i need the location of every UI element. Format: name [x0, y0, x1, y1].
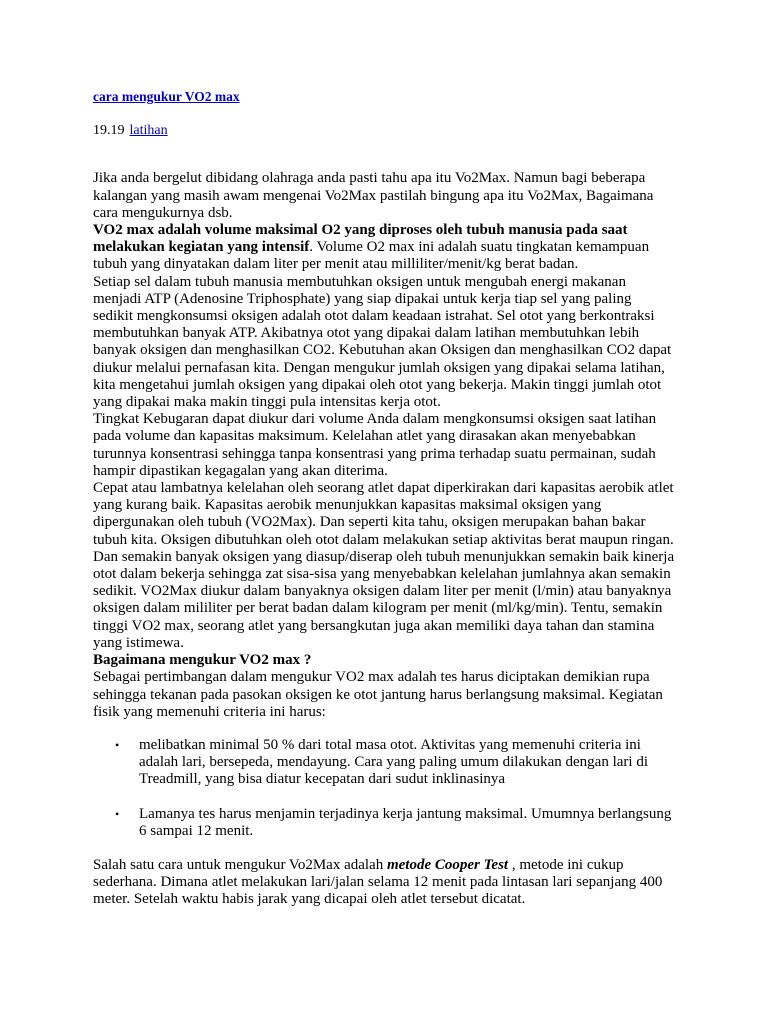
list-item: [93, 737, 675, 789]
paragraph-cooper: [93, 857, 675, 909]
bullet-icon: •: [115, 737, 120, 752]
definition-rest: . Volume O2 max ini adalah suatu tingkatan kemampuan tubuh yang dinyatakan dalam liter per menit atau milliliter/menit/kg berat badan.: [93, 239, 650, 273]
paragraph-definition: [93, 222, 675, 274]
article-body: [93, 170, 675, 908]
section-heading-text: Bagaimana mengukur VO2 max ?: [93, 652, 312, 669]
paragraph-oxygen: Dan semakin banyak oksigen yang diasup/diserap oleh tubuh menunjukkan semakin baik kinerja otot dalam bekerja sehingga zat sisa-sisa yang menyebabkan kelelahan jumlahnya akan semakin sedikit. VO2Max diukur dalam banyaknya oksigen dalam liter per menit (l/min) atau banyaknya oksigen dalam mililiter per berat badan dalam kilogram per menit (ml/kg/min). Tentu, semakin tinggi VO2 max, seorang atlet yang bersangkutan juga akan memiliki daya tahan dan stamina yang istimewa.: [93, 548, 675, 651]
criteria-list: [93, 737, 675, 840]
paragraph-cells: Setiap sel dalam tubuh manusia membutuhkan oksigen untuk mengubah energi makanan menjadi ATP (Adenosine Triphosphate) yang siap dipakai untuk kerja tiap sel yang paling sedikit mengkonsumsi oksigen adalah otot dalam keadaan istrahat. Sel otot yang berkontraksi membutuhkan banyak ATP. Akibatnya otot yang dipakai dalam latihan membutuhkan lebih banyak oksigen dan menghasilkan CO2. Kebutuhan akan Oksigen dan menghasilkan CO2 dapat diukur melalui pernafasan kita. Dengan mengukur jumlah oksigen yang dipakai selama latihan, kita mengetahui jumlah oksigen yang dipakai oleh otot yang bekerja. Makin tinggi jumlah otot yang dipakai maka makin tinggi pula intensitas kerja otot.: [93, 273, 672, 411]
label-link-latihan[interactable]: latihan: [129, 123, 168, 139]
paragraph-criteria: Sebagai pertimbangan dalam mengukur VO2 max adalah tes harus diciptakan demikian rupa sehingga tekanan pada pasokan oksigen ke otot jantung harus berlangsung maksimal. Kegiatan fisik yang memenuhi criteria ini harus:: [93, 669, 663, 720]
post-title-link[interactable]: cara mengukur VO2 max: [93, 89, 240, 104]
cooper-intro: Salah satu cara untuk mengukur Vo2Max adalah: [93, 856, 387, 873]
post-time: 19.19: [93, 123, 125, 139]
list-item-text: melibatkan minimal 50 % dari total masa otot. Aktivitas yang memenuhi criteria ini adalah lari, bersepeda, mendayung. Cara yang paling umum dilakukan dengan lari di Treadmill, yang bisa diatur kecepatan dari sudut inklinasinya: [139, 736, 648, 788]
section-heading: [93, 652, 675, 669]
paragraph-intro: Jika anda bergelut dibidang olahraga anda pasti tahu apa itu Vo2Max. Namun bagi beberapa kalangan yang masih awam mengenai Vo2Max pastilah bingung apa itu Vo2Max, Bagaimana cara mengukurnya dsb.: [93, 170, 654, 221]
list-item-text: Lamanya tes harus menjamin terjadinya kerja jantung maksimal. Umumnya berlangsung 6 sampai 12 menit.: [139, 805, 672, 839]
definition-bold: VO2 max adalah volume maksimal O2 yang diproses oleh tubuh manusia pada saat melakukan kegiatan yang intensif: [93, 222, 628, 256]
post-meta: [93, 122, 675, 139]
cooper-method: metode Cooper Test: [386, 856, 509, 873]
article-content: [93, 88, 675, 909]
list-item: [93, 806, 675, 840]
paragraph-fatigue: Cepat atau lambatnya kelelahan oleh seorang atlet dapat diperkirakan dari kapasitas aerobik atlet yang kurang baik. Kapasitas aerobik menunjukkan kapasitas maksimal oksigen yang dipergunakan oleh tubuh (VO2Max). Dan seperti kita tahu, oksigen merupakan bahan bakar tubuh kita. Oksigen dibutuhkan oleh otot dalam melakukan setiap aktivitas berat maupun ringan.: [93, 480, 674, 548]
cooper-rest: , metode ini cukup sederhana. Dimana atlet melakukan lari/jalan selama 12 menit pada lintasan lari sepanjang 400 meter. Setelah waktu habis jarak yang dicapai oleh atlet tersebut dicatat.: [93, 856, 663, 908]
paragraph-fitness: Tingkat Kebugaran dapat diukur dari volume Anda dalam mengkonsumsi oksigen saat latihan pada volume dan kapasitas maksimum. Kelelahan atlet yang dirasakan akan menyebabkan turunnya konsentrasi sehingga tanpa konsentrasi yang prima terhadap suatu permainan, sudah hampir dipastikan kegagalan yang akan diterima.: [93, 411, 657, 479]
bullet-icon: •: [115, 806, 120, 821]
